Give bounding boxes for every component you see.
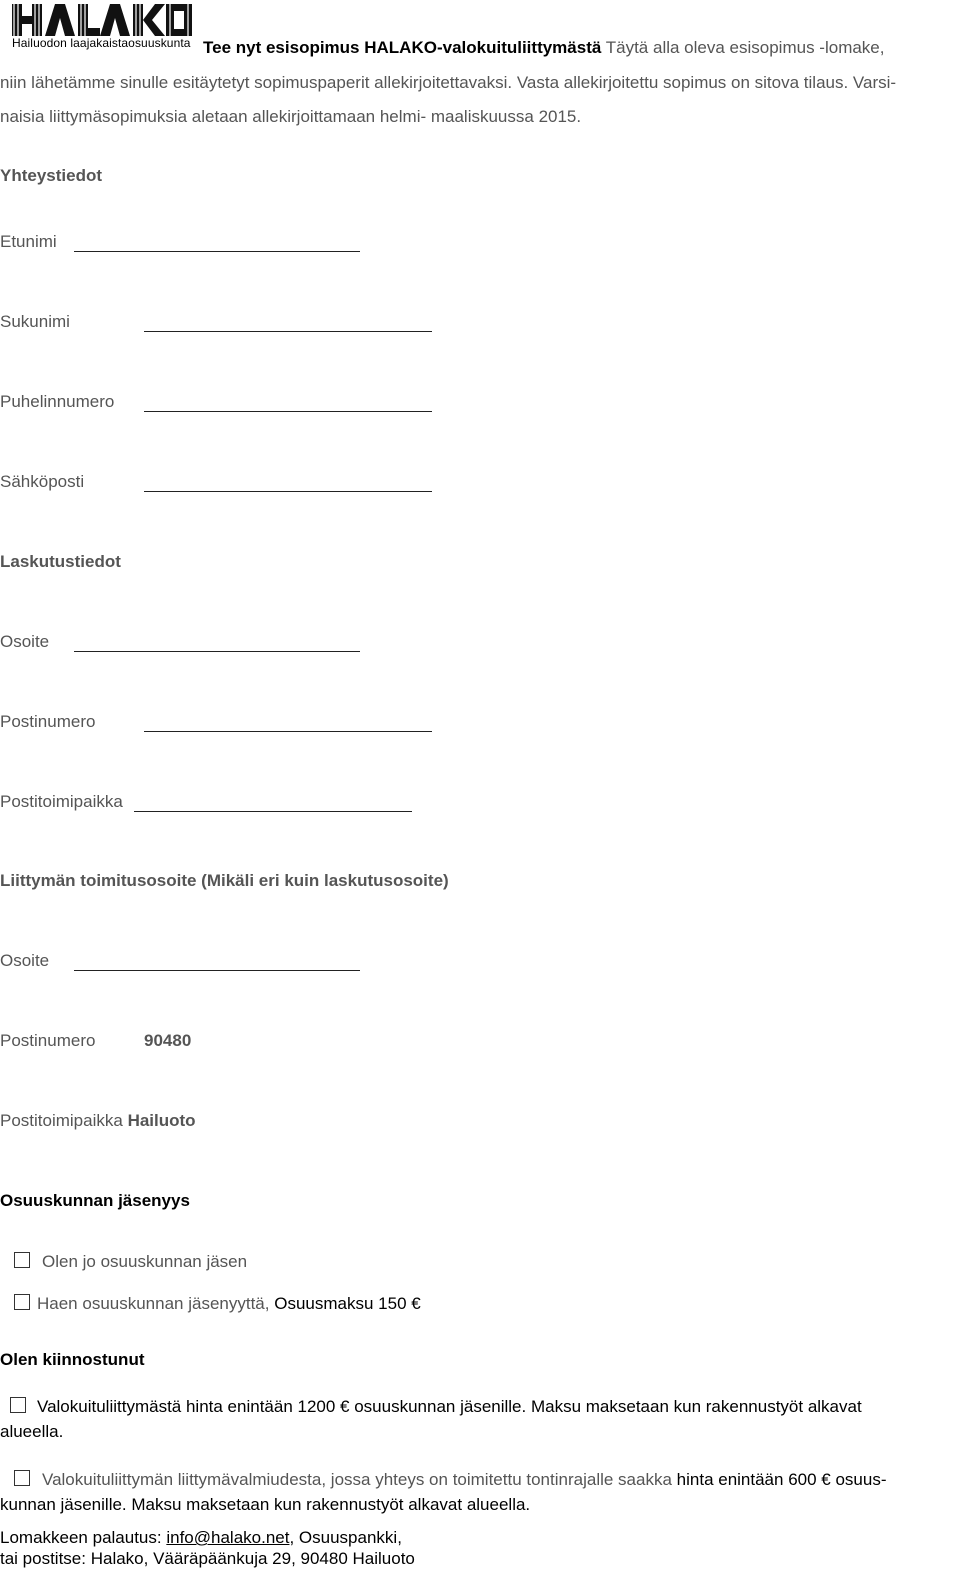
intro-line-2 xyxy=(0,73,896,93)
apply-membership-row xyxy=(37,1294,421,1314)
contact-heading: Yhteystiedot xyxy=(0,166,103,185)
billing-postcode-label: Postinumero xyxy=(0,712,96,731)
delivery-city-label: Postitoimipaikka xyxy=(0,1111,123,1130)
first-name-label: Etunimi xyxy=(0,232,57,251)
billing-postcode-field[interactable] xyxy=(144,731,432,732)
connection-readiness-line-2: kunnan jäsenille. Maksu maksetaan kun rakennustyöt alkavat alueella. xyxy=(0,1495,531,1514)
member-already-checkbox[interactable] xyxy=(14,1252,30,1268)
delivery-postcode-label: Postinumero xyxy=(0,1031,96,1050)
return-line xyxy=(0,1528,402,1548)
last-name-label: Sukunimi xyxy=(0,312,70,331)
email-field[interactable] xyxy=(144,491,432,492)
email-label: Sähköposti xyxy=(0,472,85,491)
intro-text-c: Vasta allekirjoitettu sopimus on sitova tilaus. Varsi- xyxy=(516,73,897,92)
connection-readiness-line-1 xyxy=(42,1470,886,1490)
return-email-link[interactable]: info@halako.net xyxy=(166,1528,290,1547)
delivery-city-value: Hailuoto xyxy=(127,1111,196,1130)
post-address-line: tai postitse: Halako, Vääräpäänkuja 29, 90480 Hailuoto xyxy=(0,1549,415,1568)
intro-line-1 xyxy=(203,38,884,58)
billing-city-label: Postitoimipaikka xyxy=(0,792,123,811)
fiber-connection-line-2: alueella. xyxy=(0,1422,64,1441)
fiber-connection-checkbox[interactable] xyxy=(10,1397,26,1413)
apply-membership-label: Haen osuuskunnan jäsenyyttä, xyxy=(37,1294,270,1313)
apply-membership-checkbox[interactable] xyxy=(14,1294,30,1310)
membership-fee-text: Osuusmaksu 150 € xyxy=(274,1294,421,1313)
intro-line-3: naisia liittymäsopimuksia aletaan allekirjoittamaan helmi- maaliskuussa 2015. xyxy=(0,107,582,126)
connection-readiness-checkbox[interactable] xyxy=(14,1470,30,1486)
connection-readiness-text: Valokuituliittymän liittymävalmiudesta, jossa yhteys on toimitettu tontinrajalle saakka xyxy=(42,1470,672,1489)
delivery-address-label: Osoite xyxy=(0,951,50,970)
phone-label: Puhelinnumero xyxy=(0,392,115,411)
last-name-field[interactable] xyxy=(144,331,432,332)
halako-logo xyxy=(12,2,194,57)
billing-heading: Laskutustiedot xyxy=(0,552,121,571)
membership-heading: Osuuskunnan jäsenyys xyxy=(0,1191,190,1210)
billing-city-field[interactable] xyxy=(134,811,412,812)
member-already-label: Olen jo osuuskunnan jäsen xyxy=(42,1252,248,1271)
billing-address-label: Osoite xyxy=(0,632,50,651)
delivery-address-field[interactable] xyxy=(74,970,360,971)
intro-text-a: Täytä alla oleva esisopimus -lomake, xyxy=(605,38,885,57)
intro-text-b: niin lähetämme sinulle esitäytetyt sopimuspaperit allekirjoitettavaksi. xyxy=(0,73,513,92)
first-name-field[interactable] xyxy=(74,251,360,252)
return-rest: , Osuuspankki, xyxy=(289,1528,402,1547)
billing-address-field[interactable] xyxy=(74,651,360,652)
return-label: Lomakkeen palautus: xyxy=(0,1528,162,1547)
delivery-city-row xyxy=(0,1111,196,1131)
logo-subtitle: Hailuodon laajakaistaosuuskunta xyxy=(12,36,191,50)
phone-field[interactable] xyxy=(144,411,432,412)
fiber-connection-line-1: Valokuituliittymästä hinta enintään 1200 € osuuskunnan jäsenille. Maksu maksetaan kun rakennustyöt alkavat xyxy=(37,1397,862,1416)
delivery-heading: Liittymän toimitusosoite (Mikäli eri kuin laskutusosoite) xyxy=(0,871,449,890)
connection-readiness-price: hinta enintään 600 € osuus- xyxy=(676,1470,887,1489)
delivery-postcode-value: 90480 xyxy=(144,1031,192,1050)
interest-heading: Olen kiinnostunut xyxy=(0,1350,145,1369)
page-title: Tee nyt esisopimus HALAKO-valokuituliittymästä xyxy=(203,38,602,57)
